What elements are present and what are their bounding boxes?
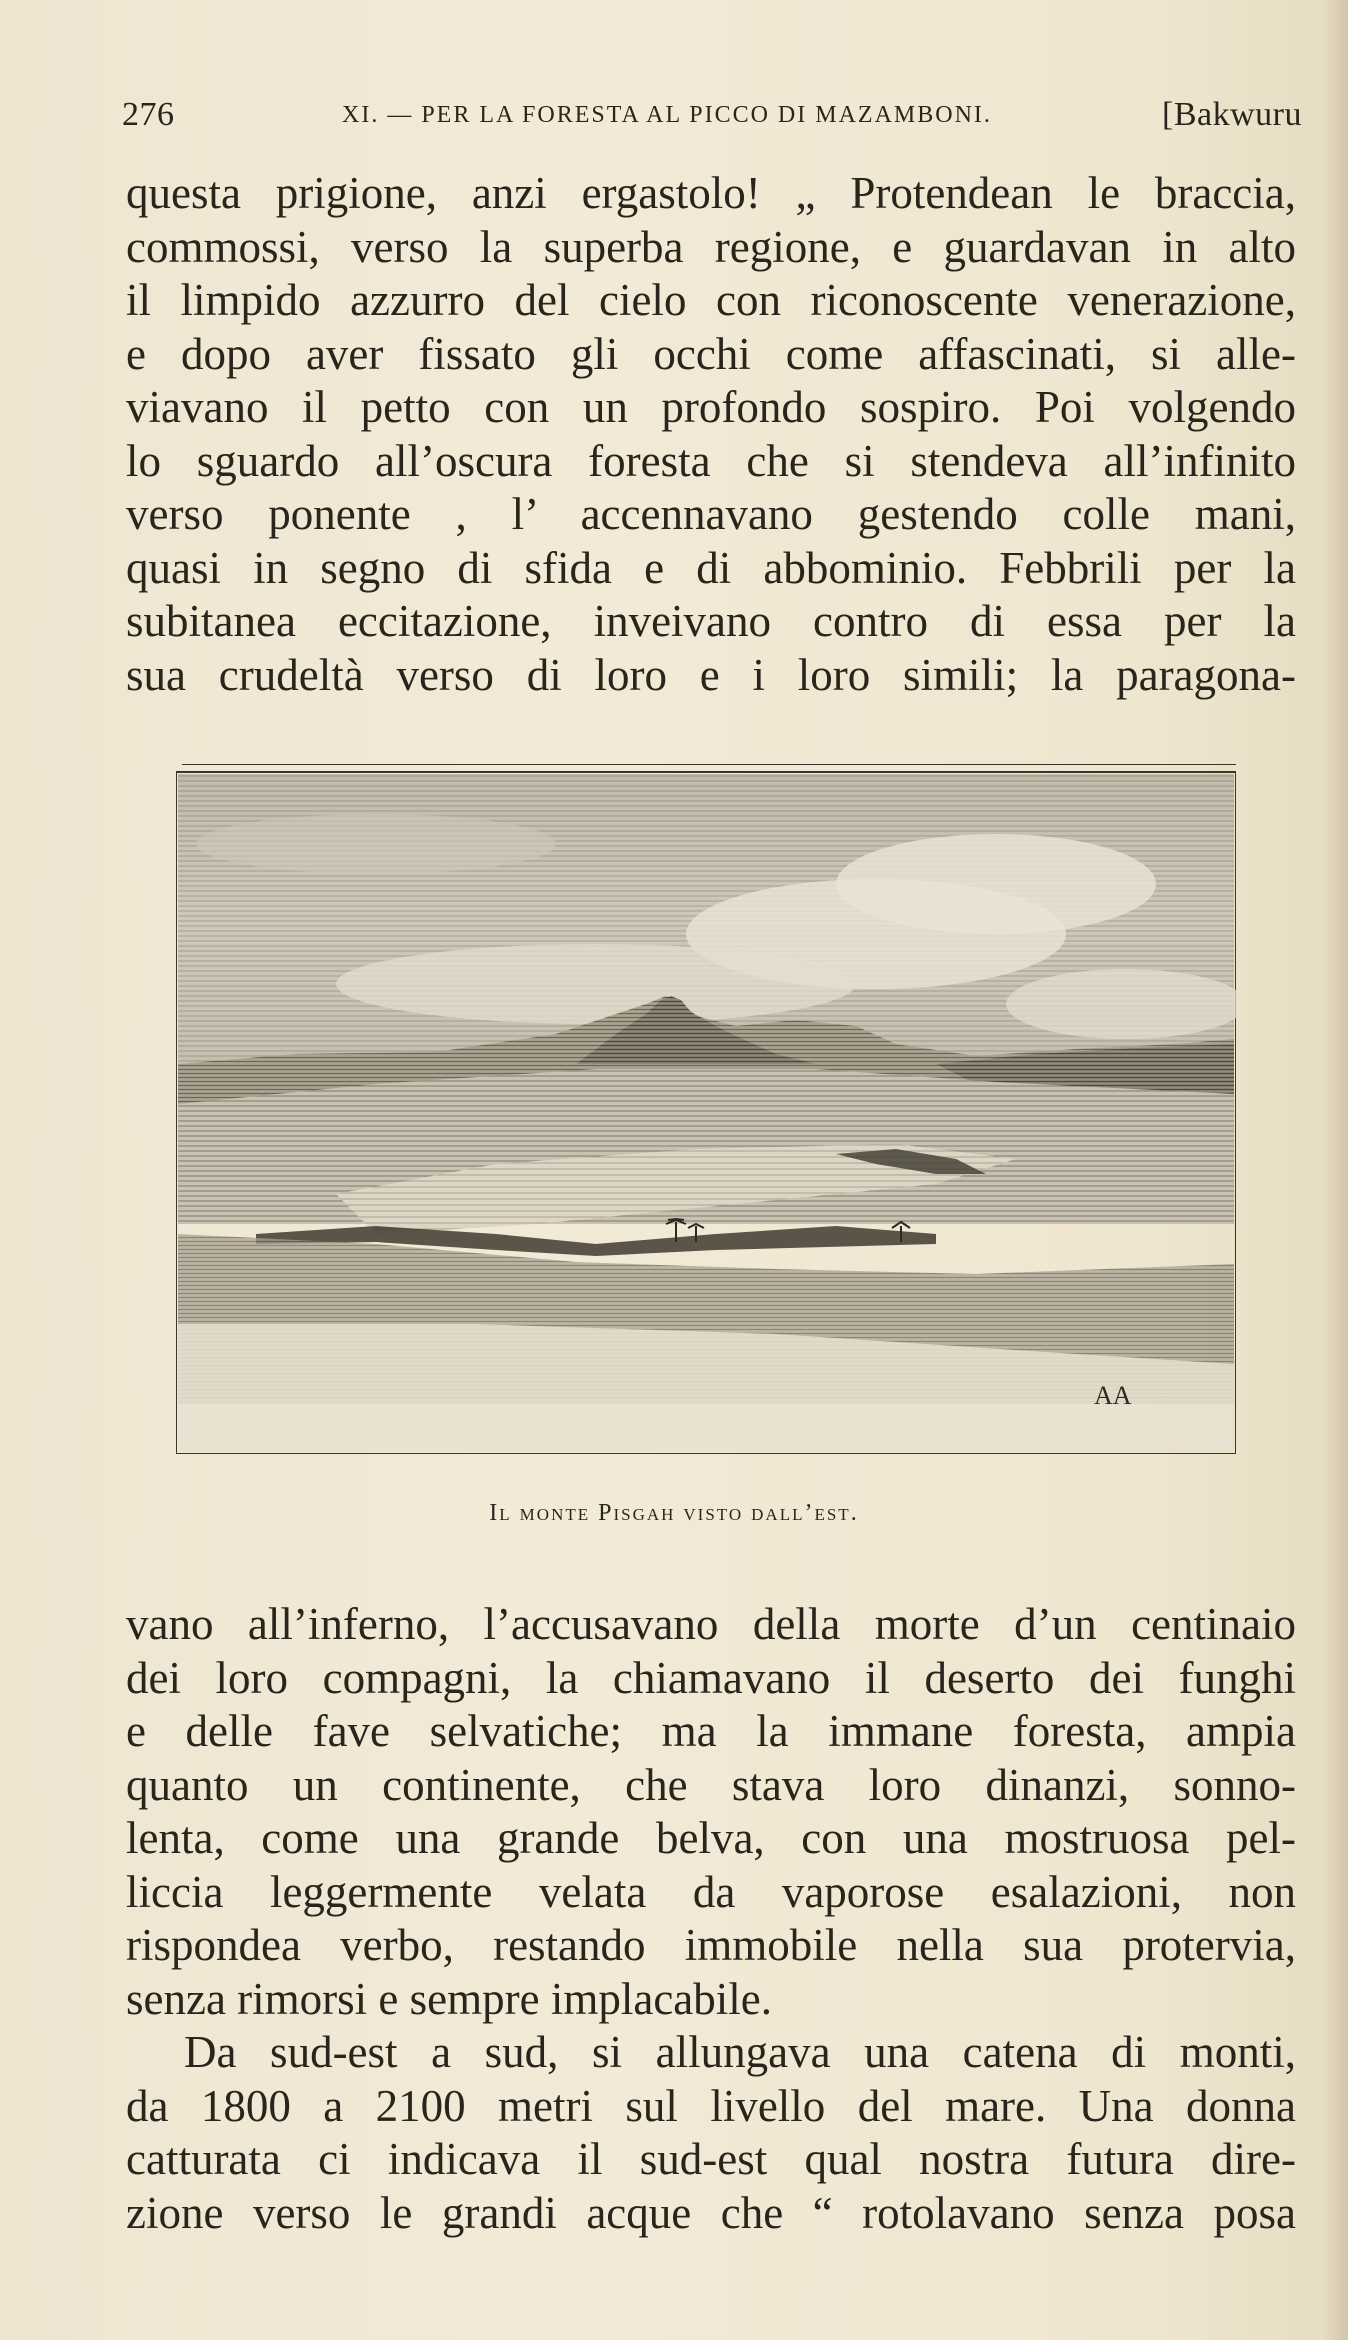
mountain-landscape-image xyxy=(176,764,1236,1454)
text-line: lenta, come una grande belva, con una mostruosa pel- xyxy=(126,1813,1296,1863)
text-line: liccia leggermente velata da vaporose esalazioni, non xyxy=(126,1866,1296,1917)
page-number: 276 xyxy=(122,96,175,133)
text-line: lo sguardo all’oscura foresta che si stendeva all’infinito xyxy=(126,435,1296,486)
cloud xyxy=(196,814,556,874)
text-line: Da sud-est a sud, si allungava una catena di monti, xyxy=(184,2027,1296,2077)
text-line: sua crudeltà verso di loro e i loro simili; la paragona- xyxy=(126,649,1296,700)
text-line: dei loro compagni, la chiamavano il deserto dei funghi xyxy=(126,1652,1296,1703)
text-line: questa prigione, anzi ergastolo! „ Protendean le braccia, xyxy=(126,168,1296,218)
running-title: XI. — PER LA FORESTA AL PICCO DI MAZAMBONI. xyxy=(342,102,992,128)
cloud xyxy=(1006,969,1236,1039)
text-line: viavano il petto con un profondo sospiro. Poi volgendo xyxy=(126,382,1296,432)
text-line: zione verso le grandi acque che “ rotolavano senza posa xyxy=(126,2187,1296,2238)
engraving-illustration xyxy=(176,764,1236,1454)
text-line: catturata ci indicava il sud-est qual nostra futura dire- xyxy=(126,2134,1296,2184)
text-line: senza rimorsi e sempre implacabile. xyxy=(126,1973,772,2024)
text-line: verso ponente , l’ accennavano gestendo colle mani, xyxy=(126,489,1296,539)
text-line: commossi, verso la superba regione, e guardavan in alto xyxy=(126,221,1296,272)
side-note: [Bakwuru xyxy=(1162,96,1302,133)
figure-caption: Il monte Pisgah visto dall’est. xyxy=(489,1500,859,1526)
text-line: e delle fave selvatiche; ma la immane foresta, ampia xyxy=(126,1706,1296,1756)
cloud xyxy=(336,944,856,1024)
body-text-bottom xyxy=(126,1598,1296,2240)
text-line: da 1800 a 2100 metri sul livello del mare. Una donna xyxy=(126,2080,1296,2131)
text-line: subitanea eccitazione, inveivano contro di essa per la xyxy=(126,596,1296,646)
page-edge-shadow xyxy=(1322,0,1348,2340)
text-line: rispondea verbo, restando immobile nella sua protervia, xyxy=(126,1920,1296,1970)
body-text-top xyxy=(126,167,1296,702)
text-line: il limpido azzurro del cielo con riconoscente venerazione, xyxy=(126,275,1296,325)
text-line: vano all’inferno, l’accusavano della morte d’un centinaio xyxy=(126,1599,1296,1649)
artist-signature: AA xyxy=(1094,1381,1132,1410)
text-line: e dopo aver fissato gli occhi come affascinati, si alle- xyxy=(126,328,1296,379)
running-header xyxy=(122,96,1302,136)
text-line: quasi in segno di sfida e di abbominio. Febbrili per la xyxy=(126,542,1296,593)
text-line: quanto un continente, che stava loro dinanzi, sonno- xyxy=(126,1759,1296,1810)
